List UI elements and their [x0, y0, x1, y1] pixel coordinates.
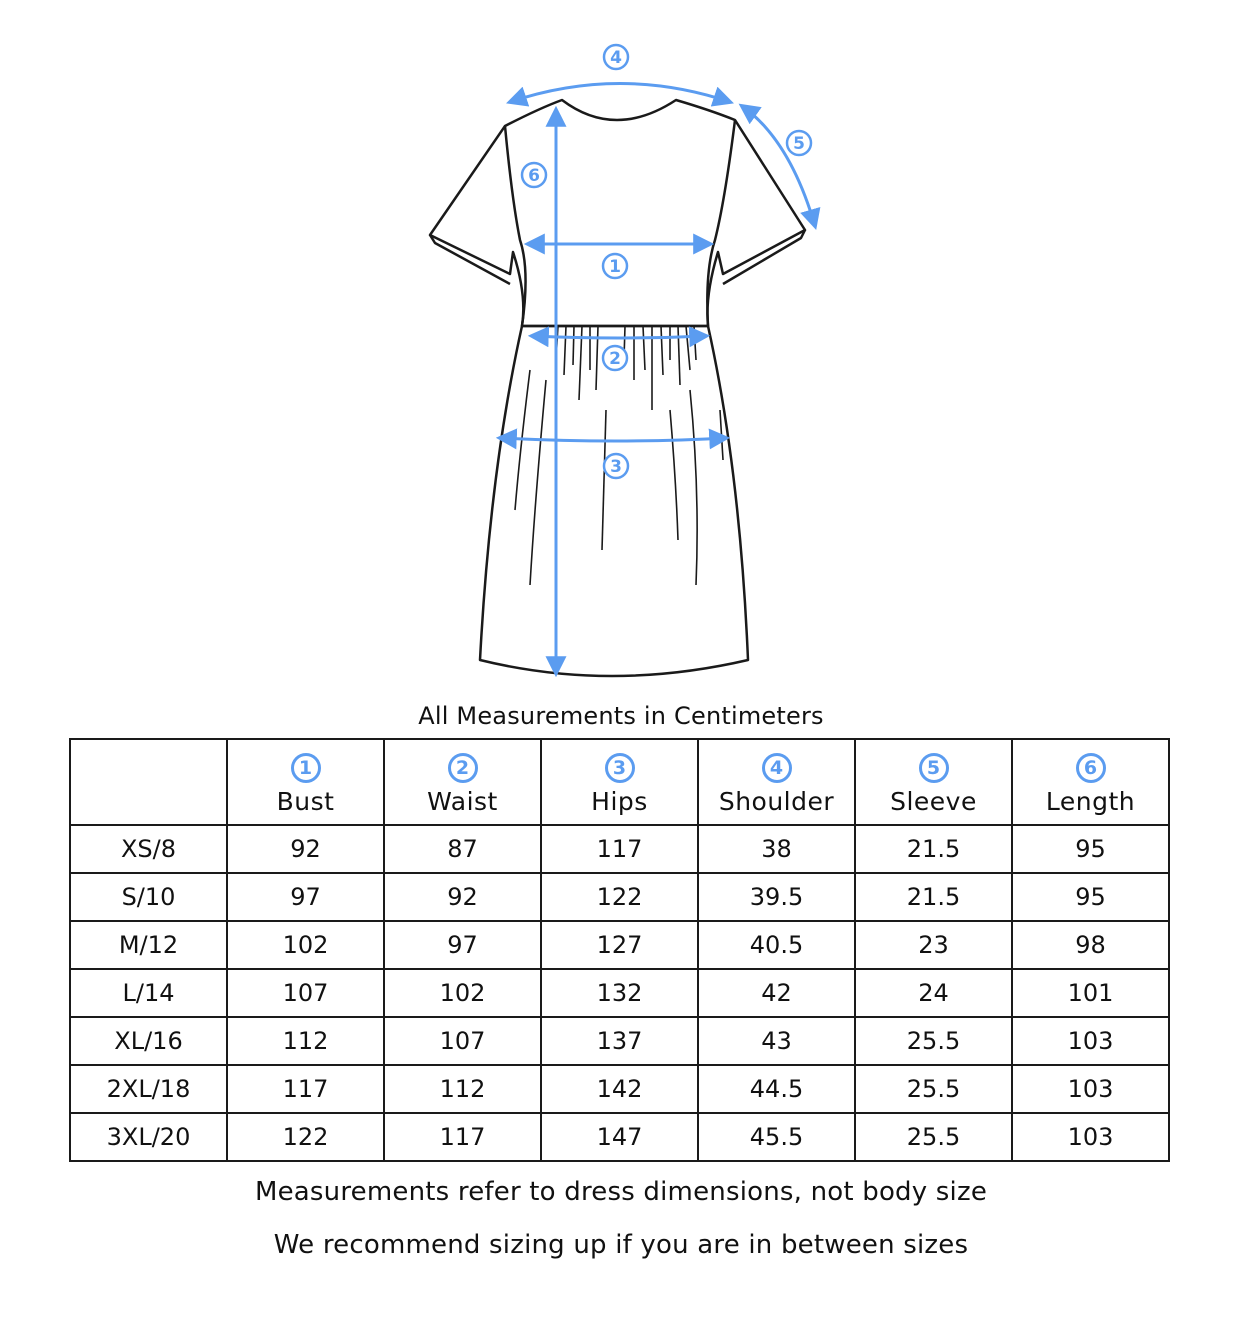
size-label-cell: S/10 — [70, 873, 227, 921]
measurement-cell: 107 — [384, 1017, 541, 1065]
measurement-cell: 95 — [1012, 825, 1169, 873]
measurement-cell: 122 — [227, 1113, 384, 1161]
svg-text:3: 3 — [610, 457, 622, 477]
measurement-cell: 103 — [1012, 1017, 1169, 1065]
table-body — [70, 825, 1169, 1161]
measurement-cell: 40.5 — [698, 921, 855, 969]
number-badge-icon: 3 — [605, 753, 635, 783]
number-badge-icon: 2 — [448, 753, 478, 783]
measurement-cell: 132 — [541, 969, 698, 1017]
column-header: 3 Hips — [541, 739, 698, 825]
marker-3 — [604, 454, 628, 478]
measurement-cell: 95 — [1012, 873, 1169, 921]
note-dimensions: Measurements refer to dress dimensions, not body size — [254, 1177, 988, 1207]
measurement-cell: 103 — [1012, 1065, 1169, 1113]
svg-text:1: 1 — [609, 257, 621, 277]
column-header: 6 Length — [1012, 739, 1169, 825]
measurement-cell: 45.5 — [698, 1113, 855, 1161]
measurement-cell: 117 — [384, 1113, 541, 1161]
dress-measurement-diagram — [380, 30, 860, 690]
size-label-cell: XS/8 — [70, 825, 227, 873]
table-row — [70, 873, 1169, 921]
table-header-row — [70, 739, 1169, 825]
measurement-cell: 127 — [541, 921, 698, 969]
table-row — [70, 921, 1169, 969]
table-row — [70, 1113, 1169, 1161]
marker-6 — [522, 163, 546, 187]
measurement-cell: 98 — [1012, 921, 1169, 969]
dress-outline — [430, 100, 805, 676]
svg-text:5: 5 — [793, 134, 805, 154]
table-row — [70, 1065, 1169, 1113]
column-header: 4 Shoulder — [698, 739, 855, 825]
number-badge-icon: 5 — [919, 753, 949, 783]
measurement-cell: 25.5 — [855, 1113, 1012, 1161]
measurement-cell: 39.5 — [698, 873, 855, 921]
measurement-cell: 42 — [698, 969, 855, 1017]
measurement-cell: 137 — [541, 1017, 698, 1065]
measurement-cell: 112 — [227, 1017, 384, 1065]
measurement-cell: 21.5 — [855, 873, 1012, 921]
measurement-cell: 23 — [855, 921, 1012, 969]
column-header: 2 Waist — [384, 739, 541, 825]
number-badge-icon: 4 — [762, 753, 792, 783]
table-row — [70, 969, 1169, 1017]
measurement-cell: 107 — [227, 969, 384, 1017]
marker-4 — [604, 45, 628, 69]
measurement-cell: 142 — [541, 1065, 698, 1113]
measurement-cell: 92 — [227, 825, 384, 873]
measurement-cell: 103 — [1012, 1113, 1169, 1161]
marker-1 — [603, 254, 627, 278]
measurement-cell: 102 — [384, 969, 541, 1017]
measurement-cell: 24 — [855, 969, 1012, 1017]
svg-text:6: 6 — [528, 166, 540, 186]
measurements-caption: All Measurements in Centimeters — [418, 702, 824, 730]
measurement-cell: 122 — [541, 873, 698, 921]
number-badge-icon: 6 — [1076, 753, 1106, 783]
marker-5 — [787, 131, 811, 155]
size-label-cell: M/12 — [70, 921, 227, 969]
note-sizing: We recommend sizing up if you are in between sizes — [273, 1230, 969, 1260]
column-header: 1 Bust — [227, 739, 384, 825]
size-chart-table — [69, 738, 1170, 1162]
number-badge-icon: 1 — [291, 753, 321, 783]
svg-text:4: 4 — [610, 48, 622, 68]
size-label-cell: XL/16 — [70, 1017, 227, 1065]
size-label-cell: 2XL/18 — [70, 1065, 227, 1113]
size-label-cell: L/14 — [70, 969, 227, 1017]
table-row — [70, 1017, 1169, 1065]
measurement-cell: 112 — [384, 1065, 541, 1113]
measurement-cell: 44.5 — [698, 1065, 855, 1113]
measurement-cell: 21.5 — [855, 825, 1012, 873]
measurement-cell: 117 — [541, 825, 698, 873]
column-header: 5 Sleeve — [855, 739, 1012, 825]
measurement-cell: 97 — [384, 921, 541, 969]
measurement-cell: 97 — [227, 873, 384, 921]
marker-2 — [603, 346, 627, 370]
measurement-cell: 43 — [698, 1017, 855, 1065]
size-label-cell: 3XL/20 — [70, 1113, 227, 1161]
measurement-cell: 38 — [698, 825, 855, 873]
measurement-cell: 92 — [384, 873, 541, 921]
table-row — [70, 825, 1169, 873]
measurement-cell: 101 — [1012, 969, 1169, 1017]
measurement-cell: 25.5 — [855, 1065, 1012, 1113]
svg-text:2: 2 — [609, 349, 621, 369]
measurement-cell: 25.5 — [855, 1017, 1012, 1065]
corner-cell — [70, 739, 227, 825]
measurement-cell: 147 — [541, 1113, 698, 1161]
measurement-cell: 102 — [227, 921, 384, 969]
measurement-cell: 117 — [227, 1065, 384, 1113]
diagram-markers — [522, 45, 811, 478]
measurement-cell: 87 — [384, 825, 541, 873]
